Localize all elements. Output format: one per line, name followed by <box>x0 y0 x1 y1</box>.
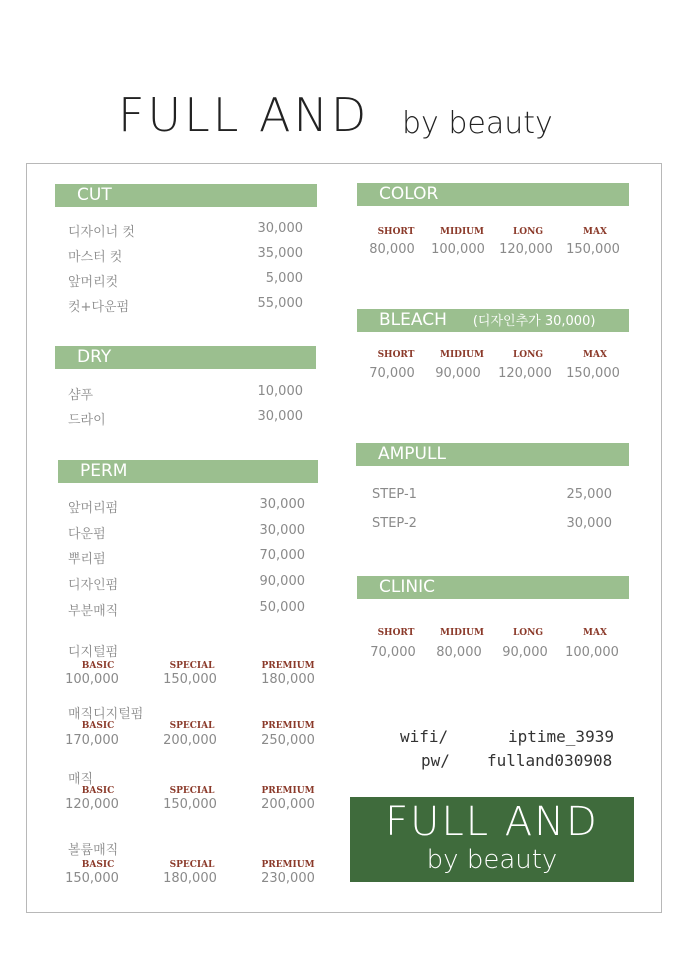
tier-price: 80,000 <box>369 242 415 257</box>
perm-item-name: 부분매직 <box>68 604 119 619</box>
tier-label: SHORT <box>377 628 415 638</box>
tier-price: 100,000 <box>565 645 619 660</box>
tier-label: BASIC <box>81 860 115 870</box>
wifi-label: wifi/ <box>400 727 449 746</box>
tier-label: PREMIUM <box>261 661 315 671</box>
tier-price: 150,000 <box>65 871 119 886</box>
tier-label: SHORT <box>377 350 415 360</box>
ampull-title: AMPULL <box>378 444 446 464</box>
color-header <box>357 183 629 206</box>
tier-price: 250,000 <box>261 733 315 748</box>
dry-item-name: 샴푸 <box>68 388 94 403</box>
clinic-header <box>357 576 629 599</box>
tier-label: MAX <box>583 628 607 638</box>
tier-price: 70,000 <box>369 366 415 381</box>
color-title: COLOR <box>379 184 439 204</box>
ampull-item-name: STEP-1 <box>372 487 417 502</box>
ampull-item-price: 30,000 <box>566 516 612 531</box>
tier-label: SPECIAL <box>169 661 215 671</box>
bleach-note: (디자인추가 30,000) <box>472 314 596 329</box>
cut-item-price: 55,000 <box>257 296 303 311</box>
tier-label: SPECIAL <box>169 860 215 870</box>
tier-price: 80,000 <box>436 645 482 660</box>
perm-tiered-name: 볼륨매직 <box>68 843 119 858</box>
tier-label: LONG <box>512 227 544 237</box>
tier-price: 120,000 <box>65 797 119 812</box>
dry-header <box>55 346 316 369</box>
tier-label: BASIC <box>81 721 115 731</box>
tier-price: 120,000 <box>499 242 553 257</box>
dry-title: DRY <box>77 347 112 367</box>
tier-price: 90,000 <box>435 366 481 381</box>
cut-item-name: 마스터 컷 <box>68 250 123 265</box>
tier-price: 70,000 <box>370 645 416 660</box>
tier-label: MIDIUM <box>440 350 484 360</box>
wifi-password: fulland030908 <box>487 751 613 770</box>
tier-label: BASIC <box>81 786 115 796</box>
perm-item-price: 30,000 <box>259 497 305 512</box>
ampull-header <box>356 443 629 466</box>
logo-sub: by beauty <box>426 845 558 875</box>
ampull-item-price: 25,000 <box>566 487 612 502</box>
tier-price: 230,000 <box>261 871 315 886</box>
tier-label: MAX <box>583 227 607 237</box>
tier-label: BASIC <box>81 661 115 671</box>
wifi-ssid: iptime_3939 <box>508 727 614 746</box>
tier-price: 180,000 <box>163 871 217 886</box>
cut-item-price: 5,000 <box>265 271 303 286</box>
tier-label: MIDIUM <box>440 227 484 237</box>
perm-item-name: 뿌리펌 <box>68 552 106 567</box>
perm-tiered-name: 디지털펌 <box>68 645 119 660</box>
tier-price: 180,000 <box>261 672 315 687</box>
perm-tiered-name: 매직디지털펌 <box>68 707 144 722</box>
tier-label: SPECIAL <box>169 721 215 731</box>
tier-label: SHORT <box>377 227 415 237</box>
perm-header <box>58 460 318 483</box>
dry-item-price: 30,000 <box>257 409 303 424</box>
perm-item-name: 앞머리펌 <box>68 501 119 516</box>
tier-price: 200,000 <box>163 733 217 748</box>
cut-item-name: 컷+다운펌 <box>68 300 130 315</box>
tier-price: 100,000 <box>431 242 485 257</box>
tier-label: LONG <box>512 350 544 360</box>
tier-label: MAX <box>583 350 607 360</box>
tier-label: LONG <box>512 628 544 638</box>
page-subtitle: by beauty <box>402 106 553 141</box>
tier-price: 150,000 <box>566 242 620 257</box>
tier-label: SPECIAL <box>169 786 215 796</box>
cut-item-price: 30,000 <box>257 221 303 236</box>
page-title: FULL AND <box>118 88 370 142</box>
tier-label: MIDIUM <box>440 628 484 638</box>
tier-label: PREMIUM <box>261 786 315 796</box>
tier-price: 100,000 <box>65 672 119 687</box>
bleach-title: BLEACH <box>379 310 447 330</box>
tier-price: 150,000 <box>163 797 217 812</box>
tier-label: PREMIUM <box>261 860 315 870</box>
clinic-title: CLINIC <box>379 577 435 597</box>
perm-item-price: 70,000 <box>259 548 305 563</box>
logo-box <box>350 797 634 882</box>
tier-price: 150,000 <box>566 366 620 381</box>
perm-item-price: 90,000 <box>259 574 305 589</box>
ampull-item-name: STEP-2 <box>372 516 417 531</box>
cut-item-name: 디자이너 컷 <box>68 225 135 240</box>
tier-price: 170,000 <box>65 733 119 748</box>
tier-price: 150,000 <box>163 672 217 687</box>
logo-main: FULL AND <box>385 799 599 845</box>
bleach-header <box>357 309 629 332</box>
wifi-pw-label: pw/ <box>421 751 450 770</box>
cut-item-name: 앞머리컷 <box>68 275 119 290</box>
dry-item-name: 드라이 <box>68 413 106 428</box>
cut-title: CUT <box>77 185 112 205</box>
perm-tiered-name: 매직 <box>68 772 94 787</box>
perm-title: PERM <box>80 461 128 481</box>
cut-item-price: 35,000 <box>257 246 303 261</box>
perm-item-name: 다운펌 <box>68 527 106 542</box>
dry-item-price: 10,000 <box>257 384 303 399</box>
perm-item-price: 50,000 <box>259 600 305 615</box>
tier-price: 90,000 <box>502 645 548 660</box>
cut-header <box>55 184 317 207</box>
perm-item-price: 30,000 <box>259 523 305 538</box>
perm-item-name: 디자인펌 <box>68 578 119 593</box>
tier-price: 200,000 <box>261 797 315 812</box>
tier-price: 120,000 <box>498 366 552 381</box>
tier-label: PREMIUM <box>261 721 315 731</box>
